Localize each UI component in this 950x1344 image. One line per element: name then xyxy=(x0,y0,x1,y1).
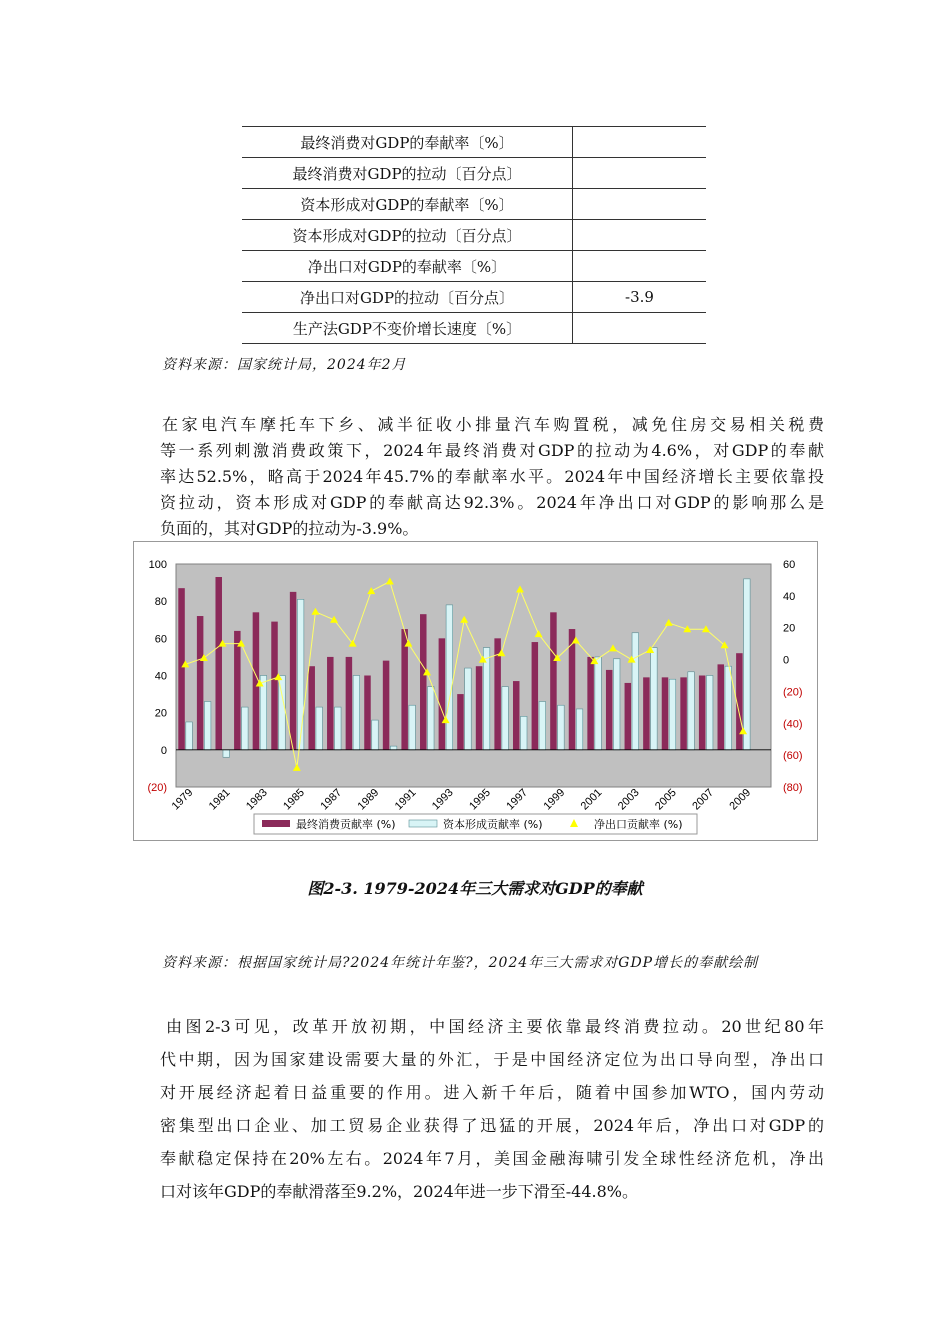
capital-bar xyxy=(502,687,509,750)
capital-bar xyxy=(465,668,472,750)
consumption-bar xyxy=(476,666,483,750)
x-tick-label: 1989 xyxy=(355,786,382,813)
capital-bar xyxy=(576,709,583,750)
y-left-tick-label: 40 xyxy=(154,670,167,683)
figure-caption: 图2-3. 1979-2024年三大需求对GDP的奉献 xyxy=(307,879,643,898)
legend-capital-swatch xyxy=(409,820,437,827)
consumption-bar xyxy=(383,661,390,750)
gdp-contribution-table xyxy=(242,126,706,344)
capital-bar xyxy=(186,722,193,750)
paragraph-line: 奉献稳定保持在20%左右。2024年7月，美国金融海啸引发全球性经济危机，净出 xyxy=(160,1149,824,1168)
capital-bar xyxy=(483,648,490,750)
paragraph-line: 对开展经济起着日益重要的作用。进入新千年后，随着中国参加WTO，国内劳动 xyxy=(160,1083,824,1102)
consumption-bar xyxy=(532,642,539,750)
paragraph-line: 率达52.5%，略高于2024年45.7%的奉献率水平。2024年中国经济增长主要依靠投 xyxy=(160,467,824,486)
capital-bar xyxy=(353,676,360,750)
y-right-tick-label: 0 xyxy=(783,654,790,667)
consumption-bar xyxy=(401,629,408,750)
table-row-value xyxy=(573,313,707,344)
paragraph-line: 密集型出口企业、加工贸易企业获得了迅猛的开展，2024年后，净出口对GDP的 xyxy=(160,1116,824,1135)
capital-bar xyxy=(204,702,211,750)
y-right-tick-label: 20 xyxy=(783,622,796,635)
capital-bar xyxy=(651,648,658,750)
table-row xyxy=(242,189,706,220)
paragraph-consumption-analysis xyxy=(160,412,824,542)
consumption-bar xyxy=(569,629,576,750)
consumption-bar xyxy=(327,657,334,750)
x-tick-label: 1993 xyxy=(429,786,456,813)
consumption-bar xyxy=(606,670,613,750)
x-tick-label: 1995 xyxy=(467,786,493,813)
consumption-bar xyxy=(364,676,371,750)
table-row-value xyxy=(573,127,707,158)
legend-label: 净出口贡献率 (%) xyxy=(594,818,683,831)
x-tick-label: 1979 xyxy=(169,786,196,813)
consumption-bar xyxy=(718,664,725,749)
y-right-tick-label: (40) xyxy=(783,718,803,731)
consumption-bar xyxy=(197,616,204,750)
y-left-tick-label: 80 xyxy=(154,596,167,609)
table-row-value: -3.9 xyxy=(573,282,707,313)
consumption-bar xyxy=(215,577,222,750)
consumption-bar xyxy=(178,588,185,750)
consumption-bar xyxy=(234,631,241,750)
capital-bar xyxy=(446,605,453,750)
consumption-bar xyxy=(625,683,632,750)
y-left-tick-label: 20 xyxy=(154,707,167,720)
capital-bar xyxy=(297,599,304,750)
consumption-bar xyxy=(308,666,315,750)
capital-bar xyxy=(223,750,230,757)
capital-bar xyxy=(539,702,546,750)
table-row xyxy=(242,158,706,189)
legend-label: 资本形成贡献率 (%) xyxy=(443,818,543,831)
x-tick-label: 2003 xyxy=(615,786,642,813)
table-row-label: 净出口对GDP的奉献率〔%〕 xyxy=(242,251,573,282)
consumption-bar xyxy=(439,638,446,750)
y-right-tick-label: 40 xyxy=(783,590,796,603)
table-row-value xyxy=(573,220,707,251)
table-row-label: 资本形成对GDP的奉献率〔%〕 xyxy=(242,189,573,220)
x-tick-label: 1987 xyxy=(318,786,345,813)
consumption-bar xyxy=(662,677,669,749)
x-tick-label: 2005 xyxy=(653,786,679,813)
x-tick-label: 2001 xyxy=(578,786,605,813)
capital-bar xyxy=(372,720,379,750)
table-row xyxy=(242,282,706,313)
y-right-tick-label: (80) xyxy=(783,782,803,794)
y-left-tick-label: 100 xyxy=(148,559,167,571)
consumption-bar xyxy=(643,677,650,749)
table-row-value xyxy=(573,158,707,189)
x-tick-label: 1997 xyxy=(504,786,531,813)
paragraph-line: 在家电汽车摩托车下乡、减半征收小排量汽车购置税，减免住房交易相关税费 xyxy=(162,415,824,434)
capital-bar xyxy=(632,633,639,750)
table-row-label: 生产法GDP不变价增长速度〔%〕 xyxy=(242,313,573,344)
paragraph-line: 由图2-3可见，改革开放初期，中国经济主要依靠最终消费拉动。20世纪80年 xyxy=(166,1017,824,1036)
consumption-bar xyxy=(290,592,297,750)
y-right-tick-label: (60) xyxy=(783,750,803,763)
capital-bar xyxy=(390,746,397,750)
paragraph-line: 资拉动，资本形成对GDP的奉献高达92.3%。2024年净出口对GDP的影响那么是 xyxy=(160,493,824,512)
chart-container xyxy=(133,541,818,841)
capital-bar xyxy=(520,716,527,749)
consumption-bar xyxy=(550,612,557,750)
table-row xyxy=(242,251,706,282)
consumption-bar xyxy=(346,657,353,750)
capital-bar xyxy=(706,676,713,750)
consumption-bar xyxy=(271,622,278,750)
consumption-bar xyxy=(699,676,706,750)
paragraph-line: 负面的，其对GDP的拉动为-3.9%。 xyxy=(160,519,419,538)
paragraph-line: 代中期，因为国家建设需要大量的外汇，于是中国经济定位为出口导向型，净出口 xyxy=(160,1050,824,1069)
y-left-tick-label: 60 xyxy=(154,633,167,646)
x-tick-label: 1983 xyxy=(243,786,270,813)
paragraph-line: 等一系列刺激消费政策下，2024年最终消费对GDP的拉动为4.6%，对GDP的奉献 xyxy=(160,441,824,460)
paragraph-line: 口对该年GDP的奉献滑落至9.2%，2024年进一步下滑至-44.8%。 xyxy=(160,1182,638,1201)
capital-bar xyxy=(242,707,249,750)
capital-bar xyxy=(558,705,565,750)
x-tick-label: 1991 xyxy=(392,786,419,813)
x-tick-label: 1981 xyxy=(206,786,233,813)
capital-bar xyxy=(409,705,416,750)
table-source-note: 资料来源：国家统计局，2024年2月 xyxy=(162,357,407,373)
table-row xyxy=(242,313,706,344)
x-tick-label: 1985 xyxy=(281,786,307,813)
contribution-chart xyxy=(134,542,817,840)
x-tick-label: 2009 xyxy=(727,786,754,813)
table-row xyxy=(242,127,706,158)
capital-bar xyxy=(744,579,751,750)
y-right-tick-label: 60 xyxy=(783,559,796,571)
x-tick-label: 1999 xyxy=(541,786,568,813)
consumption-bar xyxy=(587,657,594,750)
capital-bar xyxy=(260,676,267,750)
table-row-label: 最终消费对GDP的奉献率〔%〕 xyxy=(242,127,573,158)
capital-bar xyxy=(613,659,620,750)
legend-consumption-swatch xyxy=(262,820,290,827)
table-row-value xyxy=(573,189,707,220)
consumption-bar xyxy=(420,614,427,750)
table-row-label: 最终消费对GDP的拉动〔百分点〕 xyxy=(242,158,573,189)
table-row-label: 资本形成对GDP的拉动〔百分点〕 xyxy=(242,220,573,251)
table-row-value xyxy=(573,251,707,282)
chart-source-note: 资料来源：根据国家统计局?2024年统计年鉴?，2024年三大需求对GDP增长的奉献绘制 xyxy=(162,955,759,971)
capital-bar xyxy=(316,707,323,750)
y-left-tick-label: (20) xyxy=(147,782,167,794)
legend-label: 最终消费贡献率 (%) xyxy=(296,818,396,831)
y-left-tick-label: 0 xyxy=(160,744,167,757)
capital-bar xyxy=(688,672,695,750)
capital-bar xyxy=(669,679,676,750)
consumption-bar xyxy=(513,681,520,750)
consumption-bar xyxy=(680,677,687,749)
table-row-label: 净出口对GDP的拉动〔百分点〕 xyxy=(242,282,573,313)
consumption-bar xyxy=(457,694,464,750)
capital-bar xyxy=(335,707,342,750)
table-row xyxy=(242,220,706,251)
x-tick-label: 2007 xyxy=(690,786,717,813)
capital-bar xyxy=(595,657,602,750)
capital-bar xyxy=(428,687,435,750)
y-right-tick-label: (20) xyxy=(783,686,803,699)
capital-bar xyxy=(725,666,732,750)
paragraph-historical-analysis xyxy=(160,1010,824,1208)
